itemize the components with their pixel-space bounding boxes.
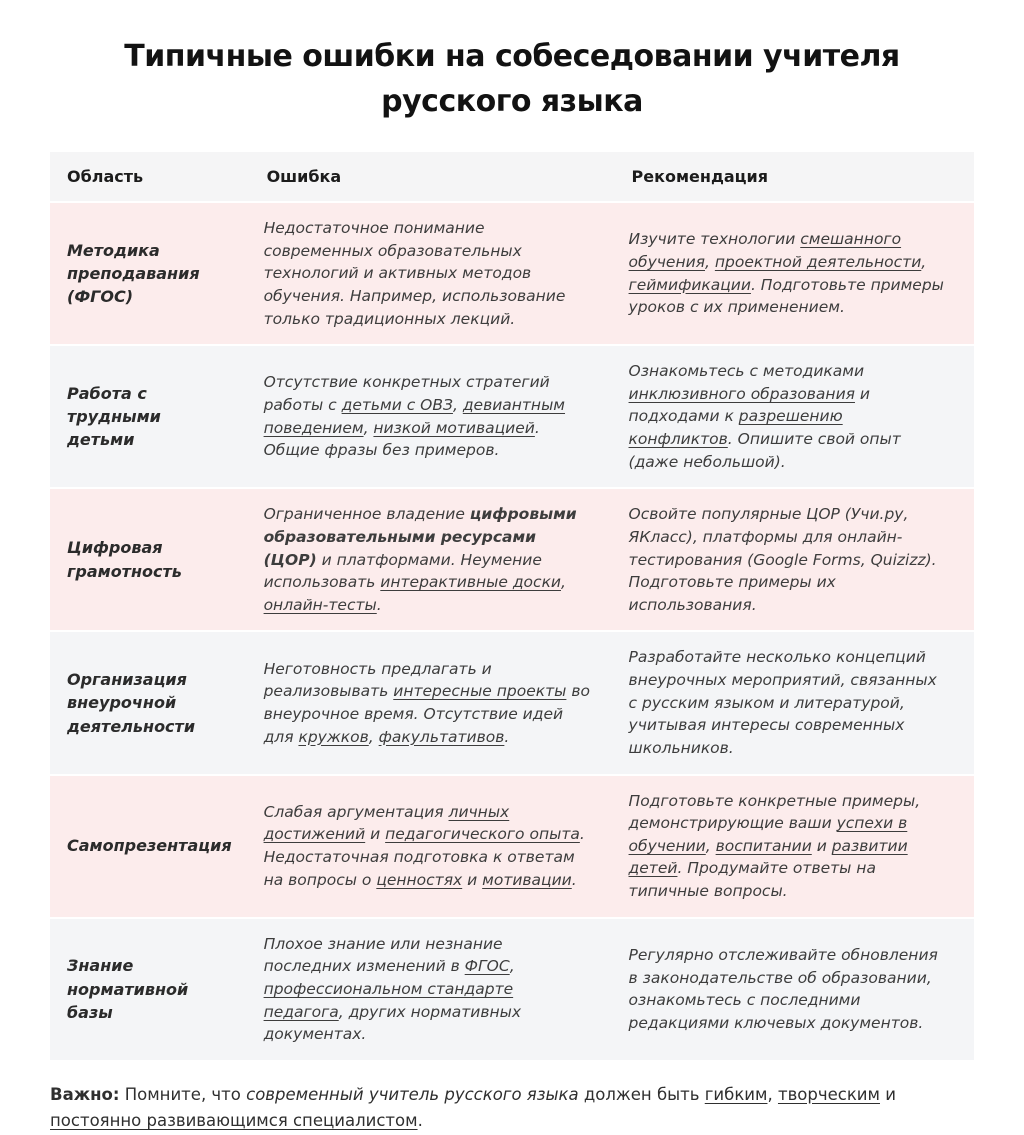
area-cell: Работа с трудными детьми xyxy=(50,344,250,487)
text-segment: . xyxy=(504,727,510,746)
column-header-error: Ошибка xyxy=(250,152,615,201)
inline-link[interactable]: педагогического опыта xyxy=(385,825,580,844)
text-segment: , xyxy=(921,252,927,271)
text-segment: , xyxy=(705,252,715,271)
table-row xyxy=(50,917,974,1060)
inline-link[interactable]: геймификации xyxy=(628,275,751,294)
error-cell xyxy=(250,630,615,773)
inline-link[interactable]: постоянно развивающимся специалистом xyxy=(50,1111,418,1131)
text-segment: и xyxy=(879,1084,896,1104)
table-row xyxy=(50,774,974,917)
inline-link[interactable]: ценностях xyxy=(376,870,463,889)
recommendation-cell xyxy=(615,201,974,344)
table-body xyxy=(50,201,974,1060)
inline-link[interactable]: девиантным поведением xyxy=(263,396,566,437)
text-segment: , xyxy=(767,1084,778,1104)
inline-link[interactable]: факультативов xyxy=(378,727,505,746)
header-row xyxy=(50,152,974,201)
area-cell: Методика преподавания (ФГОС) xyxy=(50,201,250,344)
inline-link[interactable]: развитии детей xyxy=(628,836,908,878)
text-segment: Неготовность предлагать и реализовывать xyxy=(263,659,492,701)
text-segment: . Общие фразы без примеров. xyxy=(263,418,540,460)
text-segment: Регулярно отслеживайте обновления в законодательстве об образовании, ознакомьтесь с последними редакциями ключевых документов. xyxy=(628,945,938,1032)
inline-link[interactable]: воспитании xyxy=(715,836,812,855)
text-segment: , xyxy=(509,957,515,976)
important-note xyxy=(50,1082,974,1135)
text-segment: Подготовьте конкретные примеры, демонстрирующие ваши xyxy=(628,791,921,833)
text-segment: и xyxy=(462,870,483,889)
area-cell: Цифровая грамотность xyxy=(50,487,250,630)
recommendation-cell xyxy=(615,487,974,630)
inline-link[interactable]: личных достижений xyxy=(263,802,510,844)
text-segment: Недостаточное понимание современных образовательных технологий и активных методов обучения. Например, использование только традиционных лекций. xyxy=(263,219,566,328)
text-segment: , других нормативных документах. xyxy=(263,1002,522,1044)
area-cell: Самопрезентация xyxy=(50,774,250,917)
table-row xyxy=(50,630,974,773)
page-title-line2: русского языка xyxy=(381,84,643,119)
text-segment: Освойте популярные ЦОР (Учи.ру, ЯКласс), платформы для онлайн-тестирования (Google Forms, Quizizz). Подготовьте примеры их использования. xyxy=(628,505,937,614)
text-segment: Помните, что xyxy=(119,1084,247,1104)
inline-link[interactable]: смешанного обучения xyxy=(628,230,902,271)
text-segment: , xyxy=(705,836,716,855)
text-segment: . xyxy=(571,870,577,889)
text-segment: . xyxy=(417,1111,423,1131)
text-segment: и xyxy=(365,825,386,844)
inline-link[interactable]: низкой мотивацией xyxy=(373,418,535,437)
text-segment: Плохое знание или незнание последних изменений в xyxy=(263,934,503,976)
inline-link[interactable]: интерактивные доски xyxy=(380,573,561,592)
page-title-line1: Типичные ошибки на собеседовании учителя xyxy=(124,39,900,74)
recommendation-cell xyxy=(615,917,974,1060)
inline-link[interactable]: интересные проекты xyxy=(393,682,567,701)
table-row xyxy=(50,487,974,630)
recommendation-cell xyxy=(615,774,974,917)
inline-link[interactable]: успехи в обучении xyxy=(628,814,908,855)
text-segment: Ограниченное владение xyxy=(263,505,470,524)
error-cell xyxy=(250,344,615,487)
inline-link[interactable]: онлайн-тесты xyxy=(263,595,377,614)
text-segment: должен быть xyxy=(578,1084,705,1104)
inline-link[interactable]: детьми с ОВЗ xyxy=(341,396,453,415)
inline-link[interactable]: мотивации xyxy=(482,870,572,889)
table-row xyxy=(50,344,974,487)
inline-link[interactable]: разрешению конфликтов xyxy=(628,407,843,448)
text-segment: во внеурочное время. Отсутствие идей для xyxy=(263,682,590,746)
text-segment: и платформами. Неумение использовать xyxy=(263,550,542,592)
text-segment: цифровыми образовательными ресурсами (ЦОР) xyxy=(263,505,577,569)
text-segment: Отсутствие конкретных стратегий работы с xyxy=(263,373,550,415)
error-cell xyxy=(250,774,615,917)
text-segment: Слабая аргументация xyxy=(263,802,449,821)
errors-table xyxy=(50,152,974,1060)
inline-link[interactable]: ФГОС xyxy=(464,957,510,976)
inline-link[interactable]: гибким xyxy=(704,1084,768,1104)
recommendation-cell xyxy=(615,344,974,487)
text-segment: . Недостаточная подготовка к ответам на вопросы о xyxy=(263,825,585,889)
inline-link[interactable]: кружков xyxy=(298,727,369,746)
error-cell xyxy=(250,201,615,344)
inline-link[interactable]: инклюзивного образования xyxy=(628,384,855,403)
text-segment: , xyxy=(368,727,379,746)
area-cell: Знание нормативной базы xyxy=(50,917,250,1060)
text-segment: и xyxy=(811,836,832,855)
error-cell xyxy=(250,917,615,1060)
text-segment: , xyxy=(363,418,374,437)
text-segment: Изучите технологии xyxy=(628,230,801,249)
text-segment: Ознакомьтесь с методиками xyxy=(628,362,865,381)
error-cell xyxy=(250,487,615,630)
table-header xyxy=(50,152,974,201)
text-segment: , xyxy=(452,396,463,415)
text-segment: , xyxy=(561,573,566,592)
column-header-area: Область xyxy=(50,152,250,201)
text-segment: . Продумайте ответы на типичные вопросы. xyxy=(628,859,876,900)
table-row xyxy=(50,201,974,344)
text-segment: Разработайте несколько концепций внеурочных мероприятий, связанных с русским языком и литературой, учитывая интересы современных школьников. xyxy=(628,648,937,757)
inline-link[interactable]: творческим xyxy=(777,1084,880,1104)
text-segment: . Опишите свой опыт (даже небольшой). xyxy=(628,430,901,471)
recommendation-cell xyxy=(615,630,974,773)
text-segment: и подходами к xyxy=(628,384,870,426)
text-segment: современный учитель русского языка xyxy=(246,1084,579,1104)
area-cell: Организация внеурочной деятельности xyxy=(50,630,250,773)
text-segment: . Подготовьте примеры уроков с их применением. xyxy=(628,275,944,317)
inline-link[interactable]: проектной деятельности xyxy=(714,252,922,271)
inline-link[interactable]: профессиональном стандарте педагога xyxy=(263,979,514,1021)
page-title xyxy=(50,34,974,124)
column-header-recommendation: Рекомендация xyxy=(615,152,974,201)
text-segment: . xyxy=(376,595,382,614)
text-segment: Важно: xyxy=(50,1084,120,1104)
